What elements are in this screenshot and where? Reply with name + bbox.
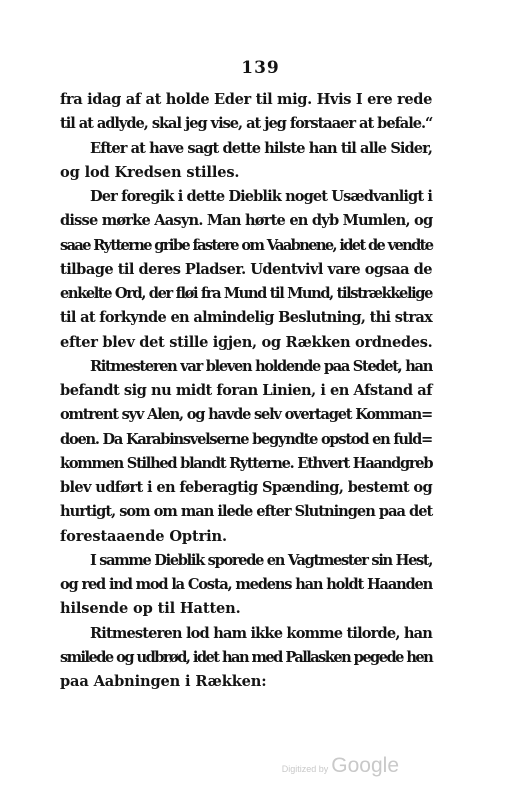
text-line: efter blev det stille igjen, og Rækken ordnedes. — [60, 333, 433, 351]
page-number: 139 — [241, 58, 280, 78]
text-line: I samme Dieblik sporede en Vagtmester sin Hest, — [90, 551, 433, 569]
text-line: forestaaende Optrin. — [60, 527, 227, 545]
text-line: smilede og udbrød, idet han med Pallasken pegede hen — [60, 648, 433, 666]
text-line: tilbage til deres Pladser. Udentvivl vare ogsaa de — [60, 260, 432, 278]
text-line: Efter at have sagt dette hilste han til alle Sider, — [90, 139, 432, 157]
text-line: blev udført i en feberagtig Spænding, bestemt og — [60, 479, 432, 496]
text-line: hurtigt, som om man ilede efter Slutningen paa det — [60, 503, 433, 521]
text-line: fra idag af at holde Eder til mig. Hvis I ere rede — [60, 91, 432, 108]
text-line: Ritmesteren lod ham ikke komme tilorde, han — [90, 624, 432, 642]
text-line: paa Aabningen i Rækken: — [60, 673, 267, 690]
text-line: kommen Stilhed blandt Rytterne. Ethvert Haandgreb — [60, 454, 433, 472]
text-line: enkelte Ord, der fløi fra Mund til Mund, tilstrækkelige — [60, 285, 432, 302]
text-line: Der foregik i dette Dieblik noget Usædvanligt i — [90, 188, 432, 205]
watermark-prefix: Digitized by — [281, 764, 329, 774]
text-line: befandt sig nu midt foran Linien, i en Afstand af — [60, 382, 432, 399]
text-line: saae Rytterne gribe fastere om Vaabnene, idet de vendte — [60, 236, 433, 254]
text-line: og lod Kredsen stilles. — [60, 163, 240, 181]
text-line: Ritmesteren var bleven holdende paa Stedet, han — [90, 357, 432, 375]
text-line: disse mørke Aasyn. Man hørte en dyb Mumlen, og — [60, 212, 433, 230]
text-line: til at forkynde en almindelig Beslutning, thi strax — [60, 309, 433, 327]
google-logo: Google — [331, 754, 399, 777]
text-line: hilsende op til Hatten. — [60, 600, 241, 618]
text-line: og red ind mod la Costa, medens han holdt Haanden — [60, 576, 433, 593]
text-line: doen. Da Karabinsvelserne begyndte opstod en fuld= — [60, 430, 432, 448]
text-line: omtrent syv Alen, og havde selv overtaget Komman= — [60, 406, 432, 424]
text-line: til at adlyde, skal jeg vise, at jeg forstaaer at befale.“ — [60, 115, 433, 133]
page-text-body — [60, 88, 432, 694]
digitized-watermark — [282, 754, 399, 778]
